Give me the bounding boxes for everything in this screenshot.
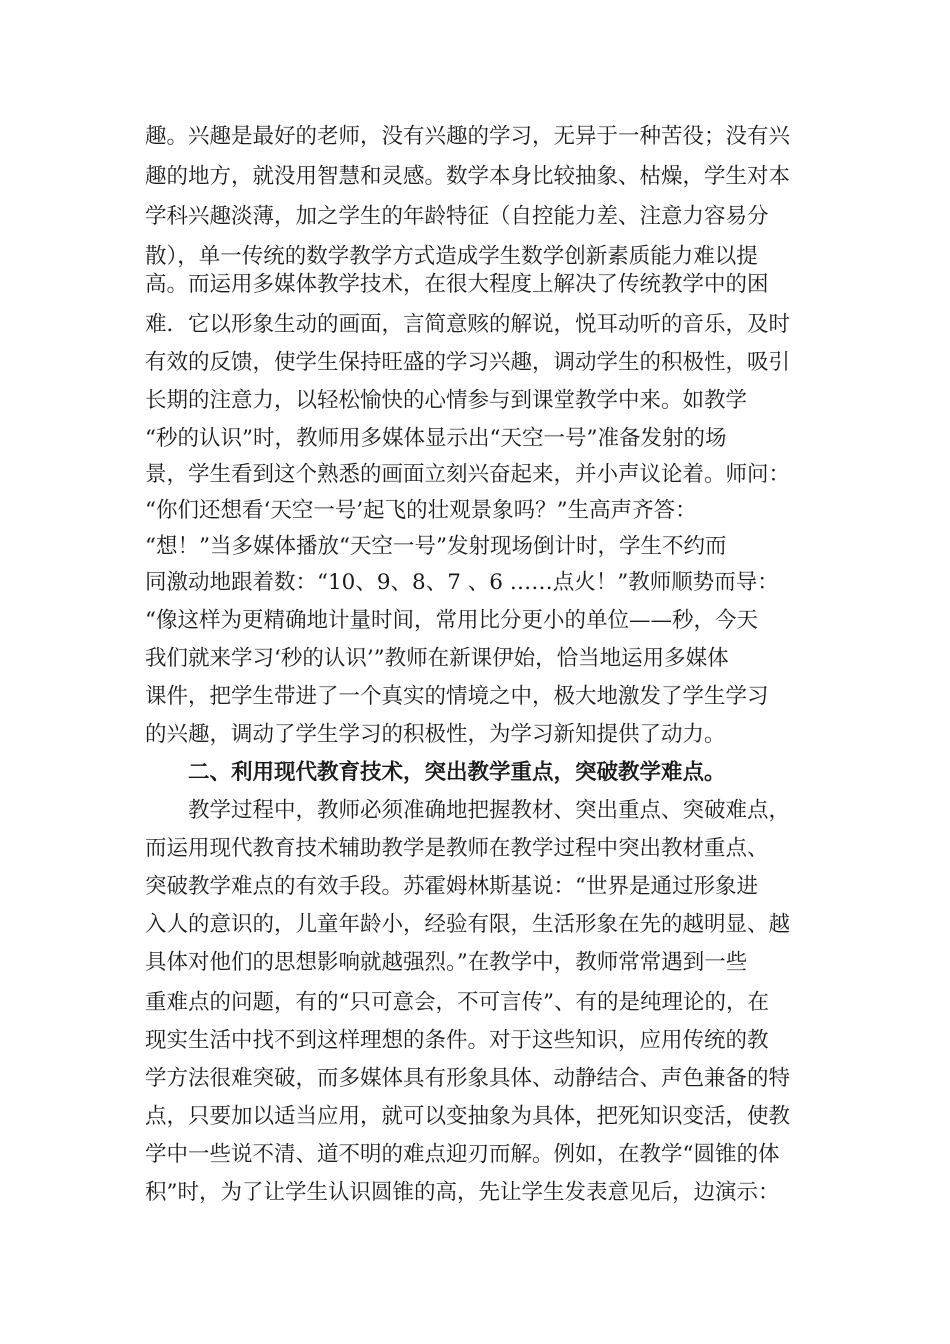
paragraph-line: 学科兴趣淡薄，加之学生的年龄特征（自控能力差、注意力容易分 bbox=[145, 204, 769, 229]
paragraph-line: 重难点的问题，有的“只可意会，不可言传”、有的是纯理论的，在 bbox=[145, 990, 769, 1015]
paragraph-line: 积”时，为了让学生认识圆锥的高，先让学生发表意见后，边演示： bbox=[145, 1180, 780, 1205]
paragraph-line: “像这样为更精确地计量时间，常用比分更小的单位——秒，今天 bbox=[145, 608, 758, 633]
paragraph-line: 的兴趣，调动了学生学习的积极性，为学习新知提供了动力。 bbox=[145, 722, 726, 747]
paragraph-line: 景，学生看到这个熟悉的画面立刻兴奋起来，并小声议论着。师问： bbox=[145, 462, 791, 487]
paragraph-line: 趣的地方，就没用智慧和灵感。数学本身比较抽象、枯燥，学生对本 bbox=[145, 164, 791, 189]
paragraph-line: 点，只要加以适当应用，就可以变抽象为具体，把死知识变活，使教 bbox=[145, 1104, 791, 1129]
paragraph-line: 具体对他们的思想影响就越强烈。”在教学中，教师常常遇到一些 bbox=[145, 950, 748, 975]
paragraph-line: 突破教学难点的有效手段。苏霍姆林斯基说：“世界是通过形象进 bbox=[145, 874, 758, 899]
paragraph-line: “想！”当多媒体播放“天空一号”发射现场倒计时，学生不约而 bbox=[145, 534, 727, 559]
paragraph-line: 现实生活中找不到这样理想的条件。对于这些知识，应用传统的教 bbox=[145, 1028, 769, 1053]
paragraph-line: 有效的反馈，使学生保持旺盛的学习兴趣，调动学生的积极性，吸引 bbox=[145, 350, 791, 375]
paragraph-line: 难．它以形象生动的画面，言简意赅的解说，悦耳动听的音乐，及时 bbox=[145, 312, 791, 337]
paragraph-line: 教学过程中，教师必须准确地把握教材、突出重点、突破难点， bbox=[188, 798, 791, 823]
paragraph-line: 入人的意识的，儿童年龄小，经验有限，生活形象在先的越明显、越 bbox=[145, 912, 791, 937]
paragraph-line: 而运用现代教育技术辅助教学是教师在教学过程中突出教材重点、 bbox=[145, 836, 769, 861]
paragraph-line: 我们就来学习‘秒的认识’”教师在新课伊始，恰当地运用多媒体 bbox=[145, 646, 729, 671]
paragraph-line: 课件，把学生带进了一个真实的情境之中，极大地激发了学生学习 bbox=[145, 684, 769, 709]
paragraph-line: 散），单一传统的数学教学方式造成学生数学创新素质能力难以提 bbox=[145, 244, 758, 269]
paragraph-line: 学方法很难突破，而多媒体具有形象具体、动静结合、声色兼备的特 bbox=[145, 1066, 791, 1091]
section-heading: 二、利用现代教育技术，突出教学重点，突破教学难点。 bbox=[188, 760, 726, 785]
paragraph-line: 高。而运用多媒体教学技术，在很大程度上解决了传统教学中的困 bbox=[145, 272, 769, 297]
paragraph-line: 同激动地跟着数：“10、9、8、7 、6 ……点火！”教师顺势而导： bbox=[145, 570, 779, 595]
paragraph-line: 学中一些说不清、道不明的难点迎刃而解。例如，在教学“圆锥的体 bbox=[145, 1142, 780, 1167]
paragraph-line: “你们还想看‘天空一号’起飞的壮观景象吗？”生高声齐答： bbox=[145, 498, 697, 523]
paragraph-line: “秒的认识”时，教师用多媒体显示出“天空一号”准备发射的场 bbox=[145, 426, 727, 451]
paragraph-line: 趣。兴趣是最好的老师，没有兴趣的学习，无异于一种苦役；没有兴 bbox=[145, 124, 791, 149]
paragraph-line: 长期的注意力，以轻松愉快的心情参与到课堂教学中来。如教学 bbox=[145, 388, 748, 413]
